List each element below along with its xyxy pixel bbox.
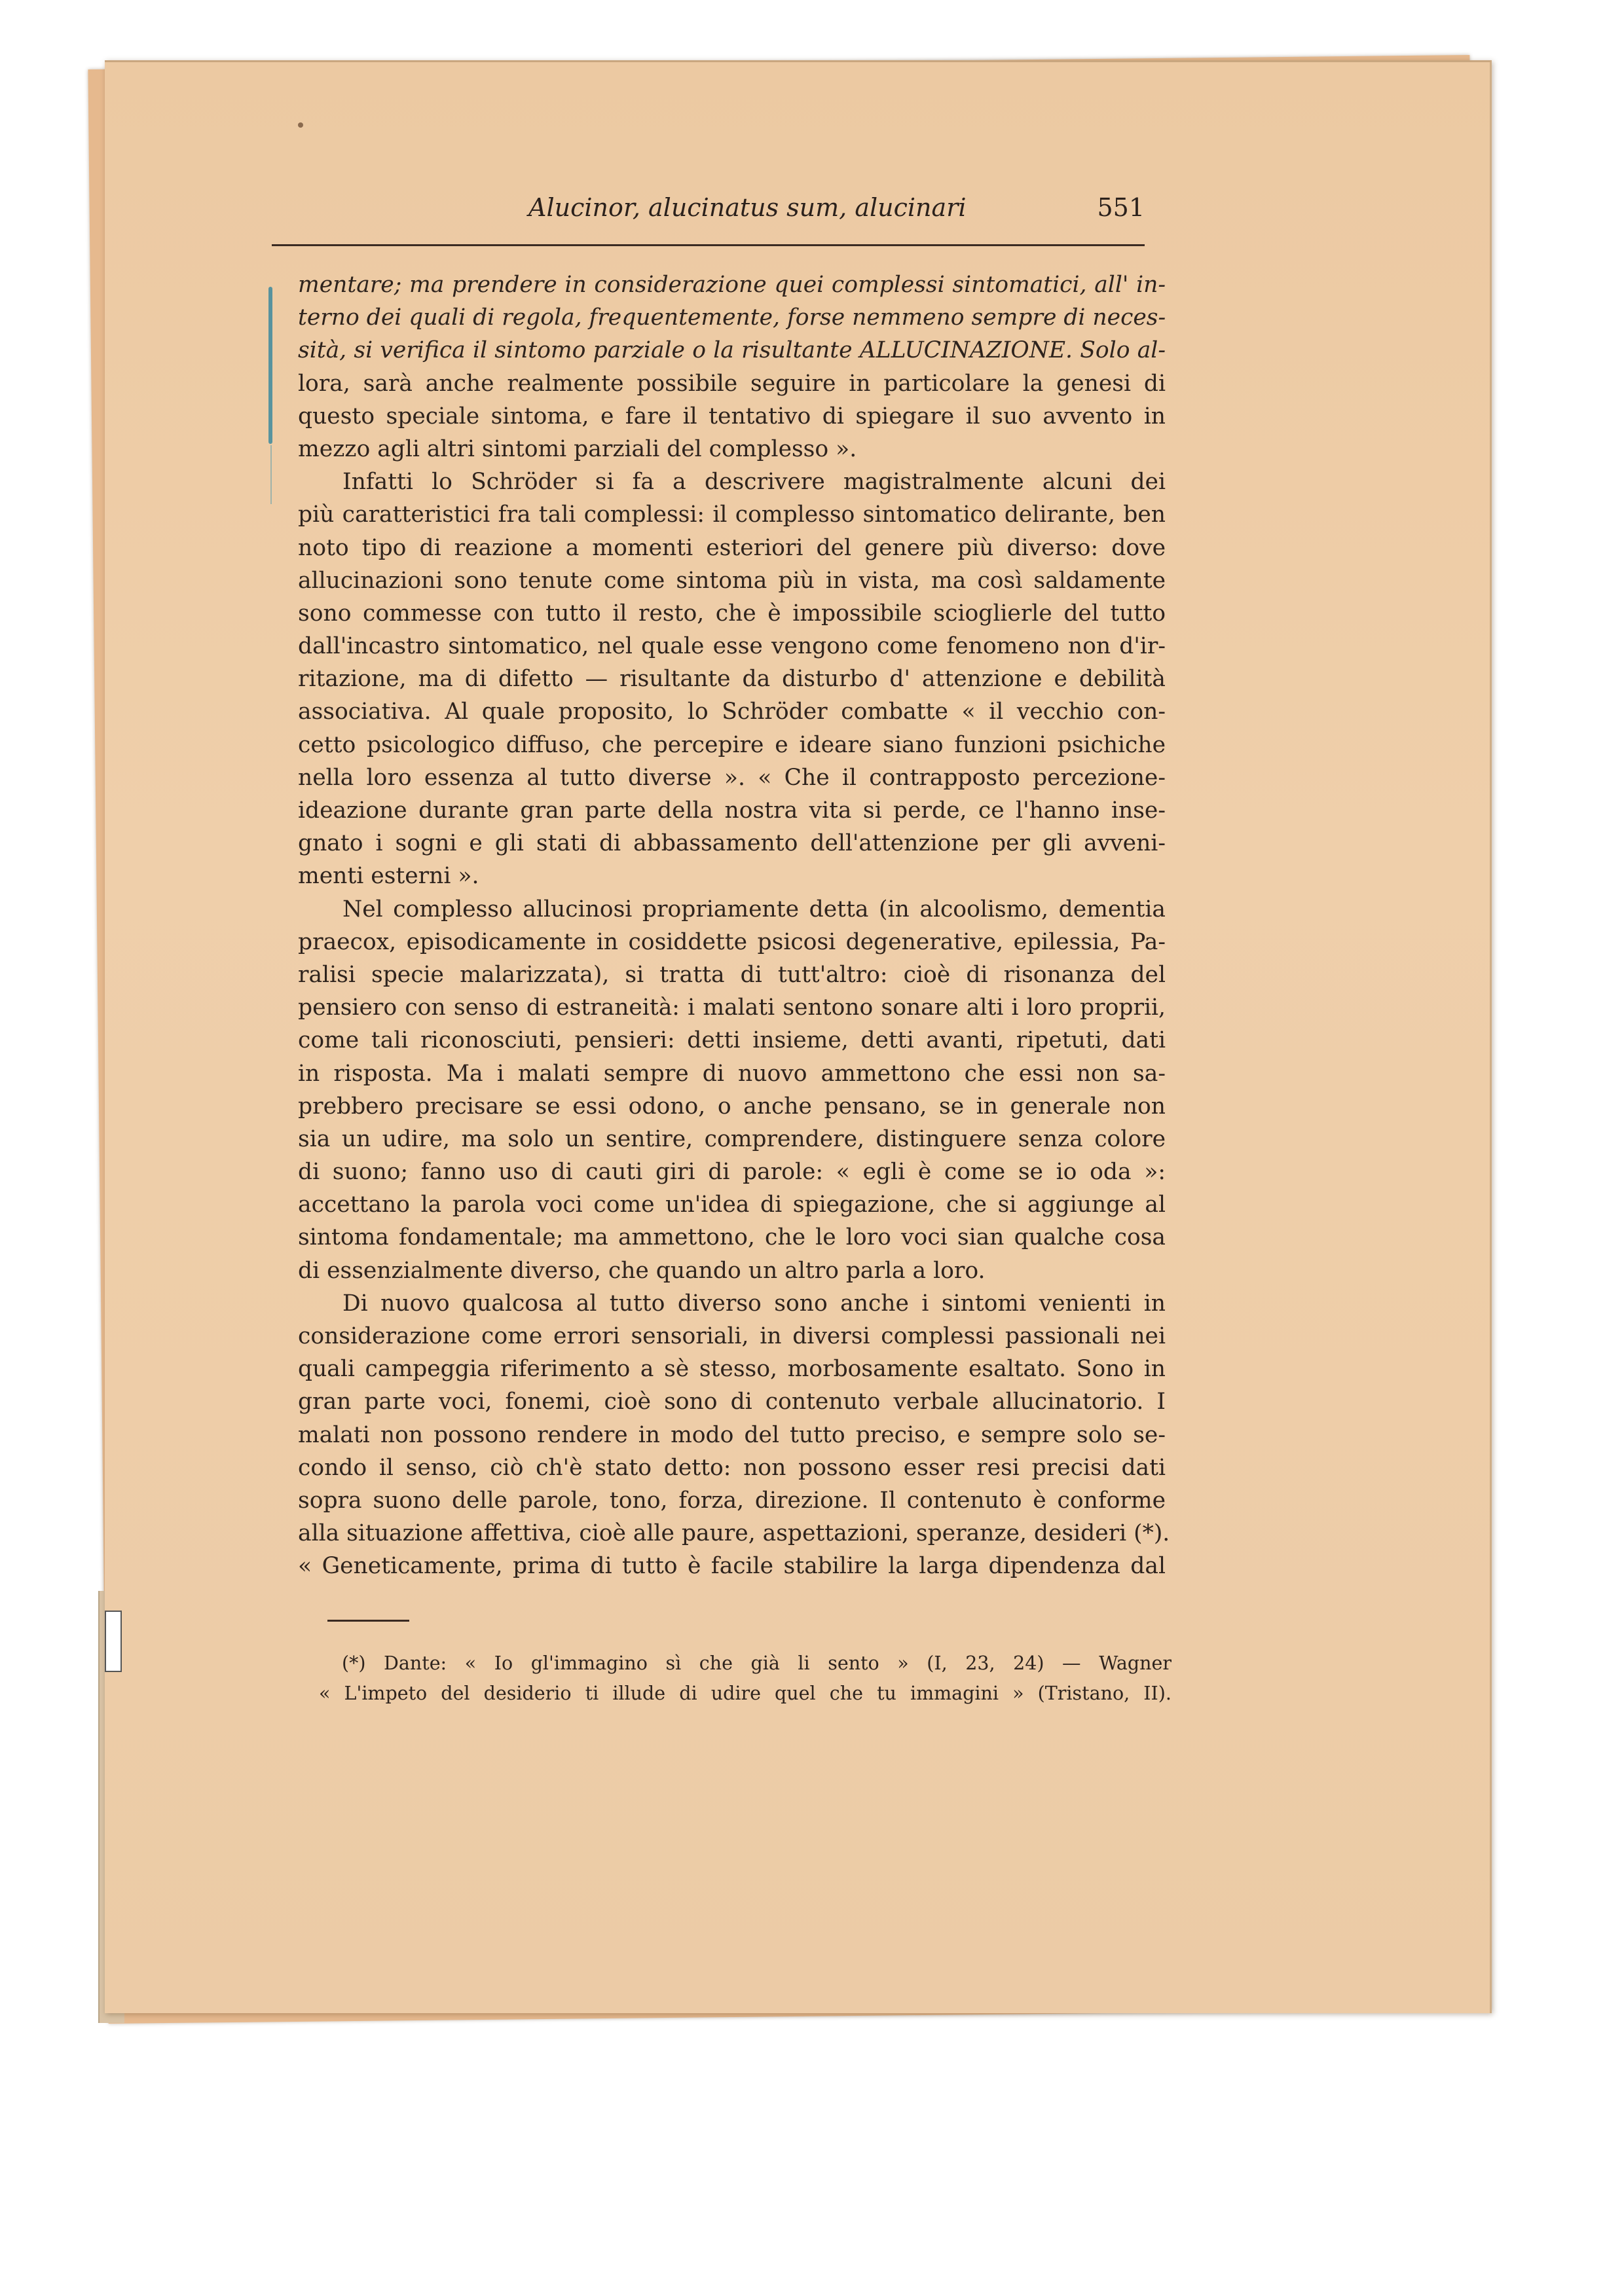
- text-line: sintoma fondamentale; ma ammettono, che le loro voci sian qualche cosa: [298, 1224, 1166, 1251]
- text-line: in risposta. Ma i malati sempre di nuovo ammettono che essi non sa-: [298, 1060, 1166, 1087]
- text-line: accettano la parola voci come un'idea di spiegazione, che si aggiunge al: [298, 1192, 1166, 1218]
- footnote-line: (*) Dante: « Io gl'immagino sì che già li sento » (I, 23, 24) — Wagner: [342, 1652, 1172, 1674]
- text-line: ritazione, ma di difetto — risultante da disturbo d' attenzione e debilità: [298, 666, 1166, 693]
- text-line: più caratteristici fra tali complessi: il complesso sintomatico delirante, ben: [298, 501, 1166, 528]
- text-line: « Geneticamente, prima di tutto è facile stabilire la larga dipendenza dal: [298, 1553, 1166, 1580]
- text-line: lora, sarà anche realmente possibile seguire in particolare la genesi di: [298, 370, 1166, 397]
- pencil-mark: [268, 287, 272, 444]
- ink-speck: [298, 122, 303, 128]
- text-line: nella loro essenza al tutto diverse ». « Che il contrapposto percezione-: [298, 764, 1166, 791]
- text-line: sia un udire, ma solo un sentire, comprendere, distinguere senza colore: [298, 1125, 1166, 1152]
- text-line: cetto psicologico diffuso, che percepire e ideare siano funzioni psichiche: [298, 731, 1166, 758]
- text-line: di essenzialmente diverso, che quando un altro parla a loro.: [298, 1257, 986, 1284]
- pencil-mark-tail: [270, 445, 272, 504]
- text-line: dall'incastro sintomatico, nel quale esse vengono come fenomeno non d'ir-: [298, 633, 1166, 660]
- running-header: [272, 193, 1145, 246]
- text-line: prebbero precisare se essi odono, o anche pensano, se in generale non: [298, 1093, 1166, 1120]
- text-line: gran parte voci, fonemi, cioè sono di contenuto verbale allucinatorio. I: [298, 1389, 1166, 1415]
- text-line: menti esterni ».: [298, 863, 479, 890]
- text-line: terno dei quali di regola, frequentemente, forse nemmeno sempre di neces-: [298, 304, 1166, 331]
- text-line: gnato i sogni e gli stati di abbassamento dell'attenzione per gli avveni-: [298, 830, 1166, 857]
- page-number: 551: [1097, 193, 1145, 222]
- text-line: allucinazioni sono tenute come sintoma più in vista, ma così saldamente: [298, 567, 1166, 594]
- text-line: condo il senso, ciò ch'è stato detto: non possono esser resi precisi dati: [298, 1454, 1166, 1481]
- text-line: sità, si verifica il sintomo parziale o la risultante ALLUCINAZIONE. Solo al-: [298, 337, 1166, 364]
- text-line: sopra suono delle parole, tono, forza, direzione. Il contenuto è conforme: [298, 1487, 1166, 1514]
- paper-tab: [105, 1611, 122, 1672]
- text-line: Infatti lo Schröder si fa a descrivere magistralmente alcuni dei: [342, 469, 1166, 496]
- text-line: ralisi specie malarizzata), si tratta di tutt'altro: cioè di risonanza del: [298, 961, 1166, 988]
- text-line: mezzo agli altri sintomi parziali del complesso ».: [298, 435, 857, 462]
- text-line: mentare; ma prendere in considerazione quei complessi sintomatici, all' in-: [298, 272, 1166, 298]
- text-line: associativa. Al quale proposito, lo Schröder combatte « il vecchio con-: [298, 699, 1166, 725]
- footnote-rule: [327, 1620, 409, 1622]
- text-line: sono commesse con tutto il resto, che è impossibile scioglierle del tutto: [298, 600, 1166, 627]
- text-line: noto tipo di reazione a momenti esteriori del genere più diverso: dove: [298, 534, 1166, 561]
- footnote-line: « L'impeto del desiderio ti illude di udire quel che tu immagini » (Tristano, II).: [319, 1683, 1172, 1704]
- text-line: Di nuovo qualcosa al tutto diverso sono anche i sintomi venienti in: [342, 1290, 1166, 1317]
- text-line: come tali riconosciuti, pensieri: detti insieme, detti avanti, ripetuti, dati: [298, 1027, 1166, 1054]
- text-line: praecox, episodicamente in cosiddette psicosi degenerative, epilessia, Pa-: [298, 928, 1166, 955]
- text-line: questo speciale sintoma, e fare il tentativo di spiegare il suo avvento in: [298, 403, 1166, 429]
- text-line: alla situazione affettiva, cioè alle paure, aspettazioni, speranze, desideri (*).: [298, 1520, 1170, 1547]
- text-line: ideazione durante gran parte della nostra vita si perde, ce l'hanno inse-: [298, 797, 1166, 824]
- text-line: considerazione come errori sensoriali, in diversi complessi passionali nei: [298, 1323, 1166, 1349]
- running-title: Alucinor, alucinatus sum, alucinari: [528, 193, 967, 222]
- text-line: di suono; fanno uso di cauti giri di parole: « egli è come se io oda »:: [298, 1159, 1166, 1186]
- footnotes: [319, 1649, 1172, 1709]
- text-line: pensiero con senso di estraneità: i malati sentono sonare alti i loro proprii,: [298, 994, 1166, 1021]
- text-line: Nel complesso allucinosi propriamente detta (in alcoolismo, dementia: [342, 896, 1166, 922]
- text-line: malati non possono rendere in modo del tutto preciso, e sempre solo se-: [298, 1421, 1166, 1448]
- text-line: quali campeggia riferimento a sè stesso, morbosamente esaltato. Sono in: [298, 1356, 1166, 1383]
- body-text: [298, 268, 1170, 1583]
